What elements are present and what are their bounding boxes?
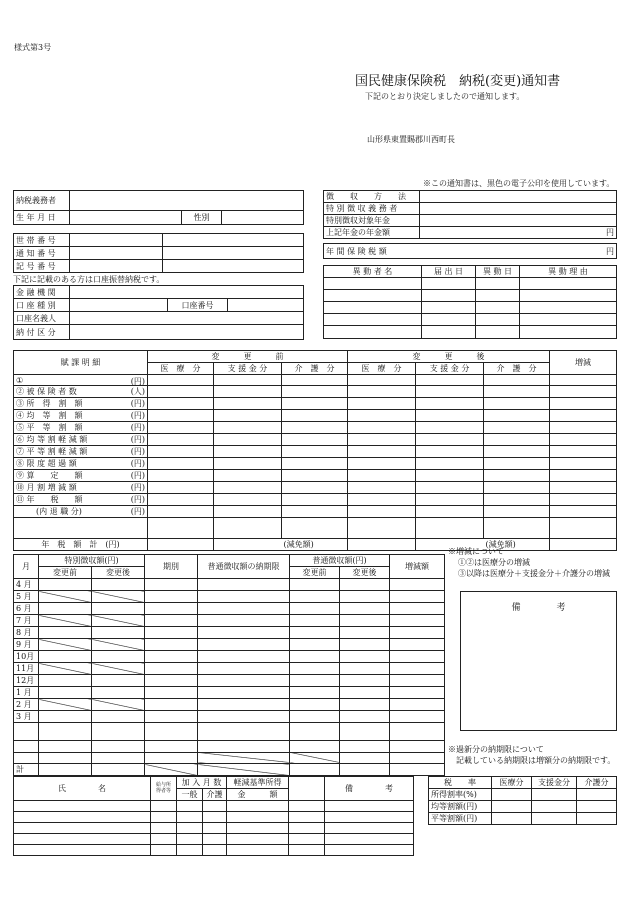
deadline-note-2: 記載している納期限は増額分の納期限です。	[456, 756, 616, 765]
row-label-text: ② 被 保 険 者 数	[16, 387, 77, 396]
month-label: 6 月	[14, 603, 39, 615]
collection-method-label: 徴 収 方 法	[324, 191, 420, 203]
collection-table	[323, 190, 617, 239]
assessment-row-label	[14, 458, 148, 470]
table-row	[14, 375, 617, 386]
table-row	[14, 579, 445, 591]
table-row	[14, 845, 414, 856]
equal-per-household-label: 平等割額(円)	[429, 813, 492, 825]
special-after: 変更後	[92, 567, 145, 579]
row-label-text: ⑤ 平 等 割 額	[16, 423, 83, 432]
household-table	[13, 233, 304, 273]
monthly-total-label: 計	[14, 764, 39, 776]
table-row	[14, 651, 445, 663]
assessment-row-label	[14, 506, 148, 518]
row-label-text: ⑪ 年 税 額	[16, 495, 83, 504]
total-label-text: 年 税 額 計	[41, 540, 98, 549]
equal-per-capita-label: 均等割額(円)	[429, 801, 492, 813]
table-row	[324, 326, 617, 339]
month-label: 7 月	[14, 615, 39, 627]
total-row	[14, 764, 445, 776]
rate-medical-header: 医療分	[492, 777, 532, 789]
row-unit: (円)	[130, 495, 145, 504]
special-collection-header: 特別徴収額(円)	[39, 555, 145, 567]
table-row	[14, 591, 445, 603]
normal-before: 変更前	[290, 567, 340, 579]
issuer: 山形県東置賜郡川西町長	[367, 135, 455, 144]
table-row	[14, 687, 445, 699]
table-row	[14, 741, 445, 753]
col-change-person: 異 動 者 名	[324, 266, 422, 278]
month-label: 3 月	[14, 711, 39, 723]
reduce-base-header: 軽減基準所得	[227, 777, 289, 789]
month-label: 10月	[14, 651, 39, 663]
pension-label: 特別徴収対象年金	[324, 215, 420, 227]
account-number-label: 口座番号	[168, 299, 228, 312]
month-label: 1 月	[14, 687, 39, 699]
row-unit: (円)	[130, 483, 145, 492]
after-exempt: (減免額)	[484, 539, 550, 551]
diff-note-2: ③以降は医療分＋支援金分＋介護分の増減	[458, 569, 610, 578]
special-collector-label: 特 別 徴 収 義 務 者	[324, 203, 420, 215]
table-row	[14, 446, 617, 458]
special-before: 変更前	[39, 567, 92, 579]
row-label-text: ⑦ 平 等 割 軽 減 額	[16, 447, 88, 456]
table-row	[14, 723, 445, 741]
row-unit: (円)	[130, 447, 145, 456]
annual-tax-label: 年 間 保 険 税 額	[324, 244, 420, 259]
row-unit: (円)	[130, 459, 145, 468]
before-care: 介 護 分	[282, 363, 348, 375]
table-row	[14, 434, 617, 446]
table-row	[14, 482, 617, 494]
table-row	[14, 699, 445, 711]
annual-tax-table	[323, 243, 617, 259]
col-change-reason: 異 動 理 由	[520, 266, 617, 278]
payment-type-label: 納 付 区 分	[14, 325, 70, 340]
monthly-diff-header: 増減額	[390, 555, 445, 579]
row-unit: (円)	[130, 399, 145, 408]
col-change-date: 異 動 日	[476, 266, 520, 278]
table-row	[324, 314, 617, 326]
row-label-text: ①	[16, 375, 24, 385]
salary-flag-header: 給与所得者等	[151, 777, 177, 801]
after-support: 支 援 金 分	[416, 363, 484, 375]
assessment-title: 賦 課 明 細	[14, 351, 148, 375]
household-label: 世 帯 番 号	[14, 234, 70, 247]
care-months-header: 介護	[203, 789, 227, 801]
row-label-text: ④ 均 等 割 額	[16, 411, 83, 420]
row-unit: (円)	[130, 376, 145, 386]
pension-amount-yen: 円	[420, 227, 617, 239]
row-label-text: ⑧ 限 度 超 過 額	[16, 459, 77, 468]
member-months-header: 加 入 月 数	[177, 777, 227, 789]
row-label-text: ⑩ 月 割 増 減 額	[16, 483, 77, 492]
bank-table	[13, 285, 304, 340]
taxpayer-table	[13, 190, 304, 225]
table-row	[14, 422, 617, 434]
total-unit: (円)	[105, 540, 120, 549]
row-unit: (円)	[130, 507, 145, 516]
form-number: 様式第3号	[14, 43, 52, 52]
after-medical: 医 療 分	[348, 363, 416, 375]
deadline-header: 普通徴収額の納期限	[198, 555, 290, 579]
table-row	[14, 823, 414, 834]
account-holder-label: 口座名義人	[14, 312, 70, 325]
bank-note: 下記に記載のある方は口座振替納税です。	[13, 275, 165, 284]
assessment-row-label	[14, 375, 148, 386]
table-row	[14, 812, 414, 823]
diff-note-1: ①②は医療分の増減	[458, 558, 530, 567]
month-header: 月	[14, 555, 39, 579]
rate-support-header: 支援金分	[532, 777, 577, 789]
table-row	[14, 615, 445, 627]
row-label-text: (内 退 職 分)	[36, 507, 82, 516]
notice-number-label: 通 知 番 号	[14, 247, 70, 260]
row-label-text: ⑥ 均 等 割 軽 減 額	[16, 435, 88, 444]
assessment-row-label	[14, 422, 148, 434]
after-change-header: 変 更 後	[348, 351, 550, 363]
account-type-label: 口 座 種 別	[14, 299, 70, 312]
before-exempt: (減免額)	[282, 539, 348, 551]
member-remarks-header: 備 考	[325, 777, 414, 801]
table-row	[14, 639, 445, 651]
row-unit: (円)	[130, 435, 145, 444]
assessment-table	[13, 350, 617, 551]
table-row	[14, 410, 617, 422]
assessment-row-label	[14, 398, 148, 410]
month-label: 8 月	[14, 627, 39, 639]
month-label: 11月	[14, 663, 39, 675]
before-change-header: 変 更 前	[148, 351, 348, 363]
month-label: 9 月	[14, 639, 39, 651]
month-label: 5 月	[14, 591, 39, 603]
deadline-note-1: ※過新分の納期限について	[448, 745, 544, 754]
table-row	[14, 663, 445, 675]
rate-care-header: 介護分	[577, 777, 617, 789]
table-row	[14, 801, 414, 812]
table-row	[324, 278, 617, 290]
table-row	[14, 506, 617, 518]
pension-amount-label: 上記年金の年金額	[324, 227, 420, 239]
sex-label: 性別	[182, 211, 222, 225]
remarks-box	[460, 591, 617, 731]
month-label: 12月	[14, 675, 39, 687]
page-title: 国民健康保険税 納税(変更)通知書	[355, 74, 561, 89]
row-label-text: ③ 所 得 割 額	[16, 399, 83, 408]
name-label: 納税義務者	[14, 191, 70, 211]
symbol-number-label: 記 号 番 号	[14, 260, 70, 273]
table-row	[324, 302, 617, 314]
general-months-header: 一般	[177, 789, 203, 801]
table-row	[14, 398, 617, 410]
total-label	[14, 539, 148, 551]
rate-header: 税 率	[429, 777, 492, 789]
remarks-label: 備 考	[511, 603, 566, 613]
table-row	[14, 675, 445, 687]
seal-notice: ※この通知書は、黒色の電子公印を使用しています。	[423, 179, 615, 188]
row-unit: (円)	[130, 411, 145, 420]
diff-header: 増減	[550, 351, 617, 375]
monthly-table	[13, 554, 445, 776]
before-support: 支 援 金 分	[214, 363, 282, 375]
table-row	[14, 752, 445, 764]
assessment-row-label	[14, 434, 148, 446]
month-label: 4 月	[14, 579, 39, 591]
table-row	[14, 458, 617, 470]
assessment-row-label	[14, 410, 148, 422]
annual-tax-yen: 円	[420, 244, 617, 259]
table-row	[14, 470, 617, 482]
table-row	[324, 290, 617, 302]
income-rate-label: 所得割率(%)	[429, 789, 492, 801]
table-row	[14, 603, 445, 615]
birth-label: 生 年 月 日	[14, 211, 70, 225]
change-history-table	[323, 265, 617, 339]
bank-label: 金 融 機 関	[14, 286, 70, 299]
after-care: 介 護 分	[484, 363, 550, 375]
reduce-amount-header: 金 額	[227, 789, 289, 801]
assessment-row-label	[14, 482, 148, 494]
month-label: 2 月	[14, 699, 39, 711]
assessment-row-label	[14, 494, 148, 506]
members-table	[13, 776, 414, 856]
row-unit: (円)	[130, 471, 145, 480]
assessment-row-label	[14, 386, 148, 398]
period-header: 期別	[145, 555, 198, 579]
normal-collection-header: 普通徴収額(円)	[290, 555, 390, 567]
table-row	[14, 711, 445, 723]
table-row	[14, 627, 445, 639]
diff-note-title: ※増減について	[448, 547, 504, 556]
col-filing-date: 届 出 日	[422, 266, 476, 278]
before-medical: 医 療 分	[148, 363, 214, 375]
row-unit: (円)	[130, 423, 145, 432]
table-row	[14, 494, 617, 506]
rates-table	[428, 776, 617, 825]
normal-after: 変更後	[340, 567, 390, 579]
assessment-row-label	[14, 470, 148, 482]
assessment-row-label	[14, 446, 148, 458]
table-row	[14, 834, 414, 845]
row-label-text: ⑨ 算 定 額	[16, 471, 83, 480]
table-row	[14, 386, 617, 398]
member-name-header: 氏 名	[14, 777, 151, 801]
row-unit: (人)	[130, 387, 145, 396]
subtitle: 下記のとおり決定しましたので通知します。	[365, 92, 525, 101]
